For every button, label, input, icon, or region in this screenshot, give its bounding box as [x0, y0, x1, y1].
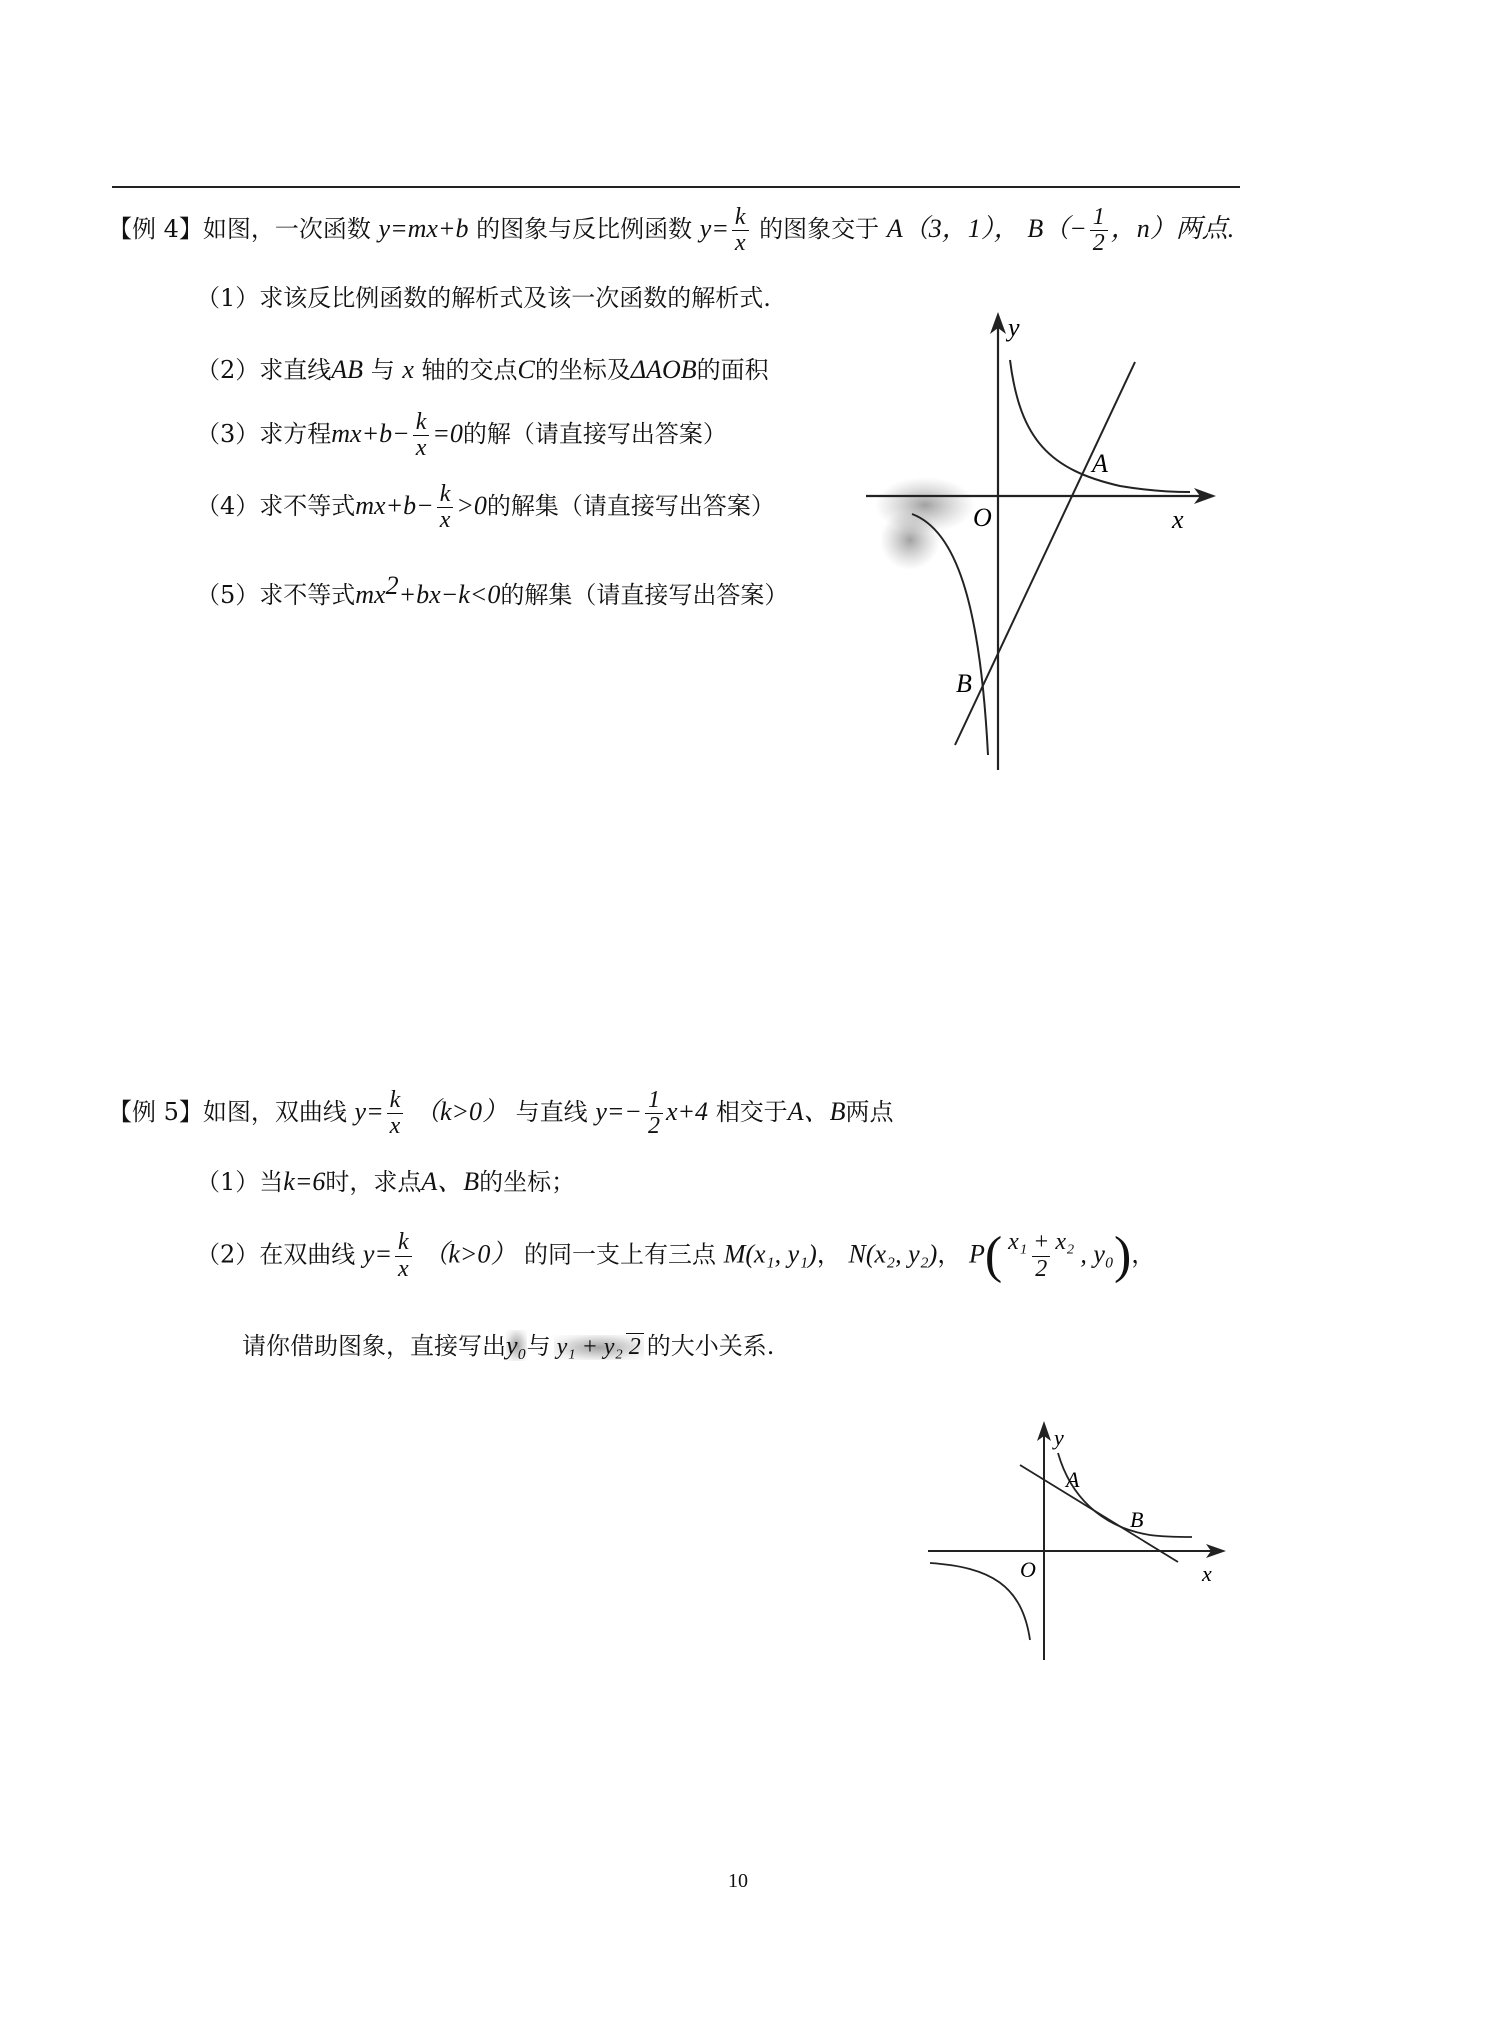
ex5-question-1: （1）当k=6时，求点A、B的坐标；: [196, 1167, 576, 1196]
ex5-tag: 【例 5】: [108, 1098, 203, 1127]
ex4-statement: 【例 4】如图，一次函数 y=mx+b 的图象与反比例函数 y= $\frac{k}{x}$ 的图象交于 A（3，1）， B（− $\frac{1}{2}$ ，n）两点.: [108, 204, 1235, 257]
label-A: A: [1066, 1467, 1080, 1492]
ex4-question-4: （4）求不等式mx+b− $\frac{k}{x}$ >0的解集（请直接写出答案）: [196, 481, 775, 534]
label-B: B: [956, 669, 972, 698]
ex4-frac-half: $\frac{1}{2}$: [1090, 205, 1108, 256]
label-O: O: [973, 503, 992, 532]
hyperbola-branch-1: [1058, 1453, 1192, 1537]
ex4-question-5: （5）求不等式$mx^2+bx-k<0$的解集（请直接写出答案）: [196, 571, 789, 609]
scan-smudge: [880, 510, 940, 570]
ex4-tag: 【例 4】: [108, 215, 203, 244]
label-y: y: [1054, 1425, 1064, 1450]
page-number: 10: [728, 1870, 748, 1892]
label-B: B: [1130, 1507, 1144, 1532]
ex5-question-2: （2）在双曲线 y= $\frac{k}{x}$ （k>0） 的同一支上有三点 M(x₁, y₁)， N(x₂, y₂)， P( $\frac{\text{x₁ + x₂}}{2}$ , y₀)，: [196, 1227, 1156, 1284]
ex5-graph: [920, 1415, 1240, 1665]
ex5-question-3: 请你借助图象，直接写出y₀与 y₁ + y₂ 2 的大小关系.: [242, 1331, 775, 1360]
ex4-graph: [860, 300, 1230, 780]
label-x: x: [1172, 505, 1184, 534]
label-y: y: [1008, 313, 1020, 342]
ex5-statement: 【例 5】如图，双曲线 y= $\frac{k}{x}$ （k>0） 与直线 y=− $\frac{1}{2}$ x+4 相交于A、B两点: [108, 1087, 894, 1140]
label-O: O: [1020, 1557, 1036, 1582]
ex4-question-1: （1）求该反比例函数的解析式及该一次函数的解析式.: [196, 284, 771, 312]
line-AB: [955, 362, 1135, 745]
header-rule: [112, 186, 1240, 188]
ex4-question-2: （2）求直线AB 与 x 轴的交点C的坐标及ΔAOB的面积: [196, 355, 769, 384]
label-x: x: [1202, 1561, 1212, 1586]
ex4-frac-k-x: $\frac{k}{x}$: [732, 205, 749, 256]
ex4-question-3: （3）求方程mx+b− $\frac{k}{x}$ =0的解（请直接写出答案）: [196, 409, 727, 462]
hyperbola-branch-2: [930, 1563, 1030, 1640]
label-A: A: [1092, 449, 1108, 478]
